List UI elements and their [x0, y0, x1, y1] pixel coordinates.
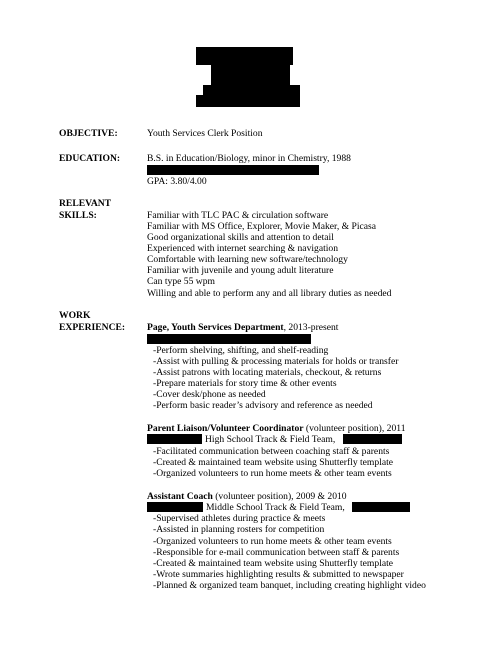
- job-duty: -Organized volunteers to run home meets & other team events: [153, 468, 392, 479]
- skill-item: Can type 55 wpm: [147, 276, 215, 287]
- redacted-location: [343, 434, 402, 444]
- job-org: Middle School Track & Field Team,: [206, 502, 345, 513]
- skill-item: Familiar with MS Office, Explorer, Movie Maker, & Picasa: [147, 221, 376, 232]
- job-org: High School Track & Field Team,: [205, 434, 336, 445]
- job-heading: [147, 491, 347, 503]
- job-duty: -Assist patrons with locating materials, checkout, & returns: [153, 367, 382, 378]
- job-title: Page, Youth Services Department: [147, 322, 284, 333]
- job-duty: -Created & maintained team website using Shutterfly template: [153, 457, 394, 468]
- education-label: EDUCATION:: [59, 153, 121, 164]
- job-detail: (volunteer position), 2011: [303, 423, 406, 434]
- job-duty: -Perform shelving, shifting, and shelf-reading: [153, 345, 329, 356]
- job-duty: -Organized volunteers to run home meets & other team events: [153, 536, 392, 547]
- job-title: Parent Liaison/Volunteer Coordinator: [147, 423, 304, 434]
- redacted-contact: [196, 95, 300, 107]
- job-duty: -Cover desk/phone as needed: [153, 389, 266, 400]
- job-duty: -Supervised athletes during practice & meets: [153, 513, 326, 524]
- skill-item: Comfortable with learning new software/technology: [147, 254, 348, 265]
- redacted-address: [211, 65, 290, 85]
- job-heading: [147, 322, 338, 334]
- job-duty: -Assist with pulling & processing materials for holds or transfer: [153, 356, 399, 367]
- education-degree: B.S. in Education/Biology, minor in Chemistry, 1988: [147, 153, 351, 164]
- job-duty: -Prepare materials for story time & other events: [153, 378, 337, 389]
- objective-label: OBJECTIVE:: [59, 128, 118, 139]
- education-gpa: GPA: 3.80/4.00: [147, 176, 207, 187]
- job-duty: -Perform basic reader’s advisory and reference as needed: [153, 400, 373, 411]
- skill-item: Familiar with juvenile and young adult literature: [147, 265, 334, 276]
- job-duty: -Planned & organized team banquet, including creating highlight video: [153, 580, 426, 591]
- redacted-city: [203, 85, 300, 95]
- redacted-location: [352, 502, 410, 512]
- objective-text: Youth Services Clerk Position: [147, 128, 263, 139]
- redacted-name: [196, 47, 293, 65]
- redacted-school-name: [147, 434, 202, 444]
- job-title: Assistant Coach: [147, 491, 213, 502]
- job-duty: -Created & maintained team website using Shutterfly template: [153, 558, 394, 569]
- job-detail: , 2013-present: [283, 322, 339, 333]
- redacted-school-name: [147, 502, 203, 512]
- skills-label: RELEVANT SKILLS:: [59, 198, 112, 221]
- redacted-employer: [147, 334, 311, 344]
- skill-item: Good organizational skills and attention to detail: [147, 232, 334, 243]
- skill-item: Experienced with internet searching & navigation: [147, 243, 339, 254]
- job-heading: [147, 423, 406, 435]
- skill-item: Familiar with TLC PAC & circulation software: [147, 210, 329, 221]
- job-duty: -Assisted in planning rosters for competition: [153, 524, 325, 535]
- skill-item: Willing and able to perform any and all library duties as needed: [147, 288, 392, 299]
- job-duty: -Wrote summaries highlighting results & submitted to newspaper: [153, 569, 404, 580]
- redacted-school: [147, 165, 319, 175]
- work-label: WORK EXPERIENCE:: [59, 310, 126, 333]
- job-duty: -Responsible for e-mail communication between staff & parents: [153, 547, 400, 558]
- job-detail: (volunteer position), 2009 & 2010: [212, 491, 347, 502]
- job-duty: -Facilitated communication between coaching staff & parents: [153, 446, 390, 457]
